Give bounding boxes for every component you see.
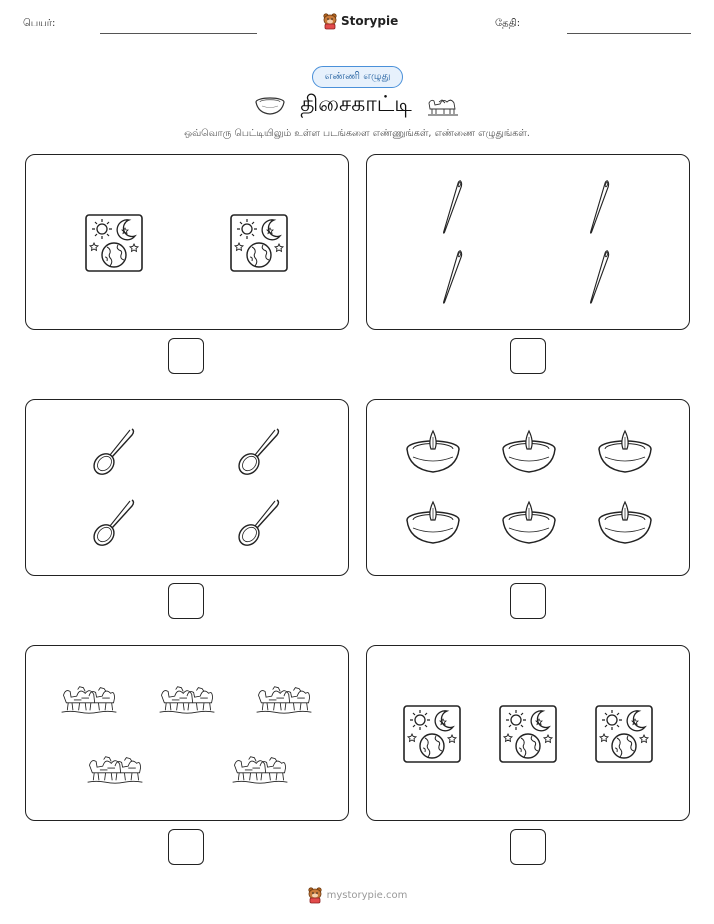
camel-caravan-icon [88,757,143,783]
answer-box-1[interactable] [168,338,204,374]
oil-lamp-icon [407,431,459,472]
oil-lamp-icon [599,502,651,543]
camel-caravan-icon [426,94,460,118]
sun-moon-earth-icon [86,215,142,271]
date-field-line[interactable] [567,33,691,34]
oil-lamp-icon [599,431,651,472]
brand-logo [322,12,398,30]
answer-box-5[interactable] [168,829,204,865]
spoon-icon [235,500,279,549]
sun-moon-earth-icon [404,706,460,762]
name-field-line[interactable] [100,33,257,34]
count-box-4 [366,399,690,576]
needle-icon [591,251,609,303]
title-row [0,92,714,120]
camel-caravan-icon [62,687,117,713]
answer-box-3[interactable] [168,583,204,619]
sun-moon-earth-icon [231,215,287,271]
footer-url[interactable]: mystorypie.com [326,889,408,901]
count-box-5 [25,645,349,821]
oil-lamp-icon [407,502,459,543]
count-box-3 [25,399,349,576]
spoon-icon [90,429,134,478]
oil-lamp-icon [503,502,555,543]
answer-box-6[interactable] [510,829,546,865]
count-box-2 [366,154,690,330]
needle-icon [444,181,462,233]
instruction-text: ஒவ்வொரு பெட்டியிலும் உள்ள படங்களை எண்ணுங்கள், எண்ணை எழுதுங்கள். [184,128,530,139]
bowl-icon [254,95,286,117]
worksheet-title: திசைகாட்டி [300,92,412,117]
count-box-1 [25,154,349,330]
spoon-icon [90,500,134,549]
spoon-icon [235,429,279,478]
answer-box-2[interactable] [510,338,546,374]
activity-badge: எண்ணி எழுது [312,66,403,88]
storypie-mascot-icon [307,886,323,904]
camel-caravan-icon [257,687,312,713]
date-label: தேதி: [495,18,521,29]
footer [0,886,714,904]
needle-icon [444,251,462,303]
storypie-mascot-icon [322,12,338,30]
oil-lamp-icon [503,431,555,472]
answer-box-4[interactable] [510,583,546,619]
needle-icon [591,181,609,233]
count-box-6 [366,645,690,821]
name-label: பெயர்: [23,18,56,29]
sun-moon-earth-icon [596,706,652,762]
camel-caravan-icon [233,757,288,783]
brand-name: Storypie [341,14,399,28]
camel-caravan-icon [160,687,215,713]
sun-moon-earth-icon [500,706,556,762]
